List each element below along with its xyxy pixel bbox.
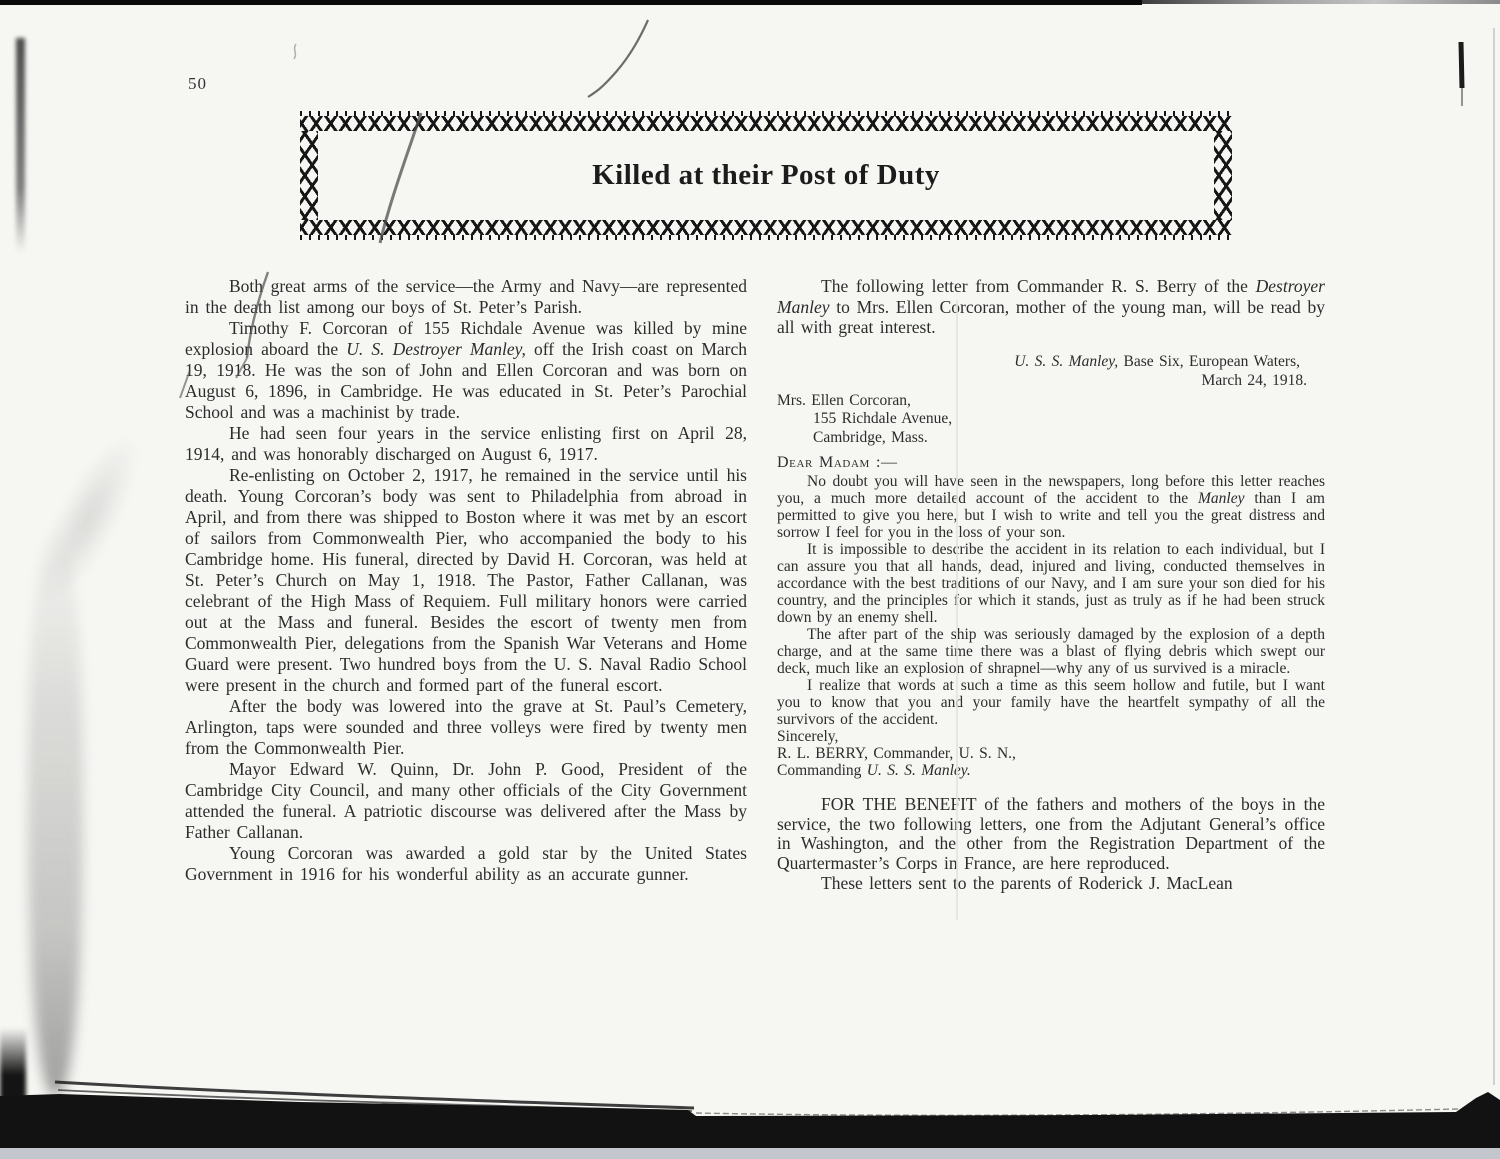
- commander-letter: [777, 352, 1325, 780]
- address-line-city: Cambridge, Mass.: [813, 428, 928, 446]
- paragraph-officials: Mayor Edward W. Quinn, Dr. John P. Good, President of the Cambridge City Council, and many other officials of the City Government attended the funeral. A patriotic discourse was delivered after the Mass by Father Callanan.: [185, 759, 747, 842]
- address-line-recipient: Mrs. Ellen Corcoran,: [777, 391, 911, 409]
- paragraph-benefit: FOR THE BENEFIT of the fathers and mothers of the boys in the service, the two following letters, one from the Adjutant General’s office in Washington, and the other from the Registration Department of the Quartermaster’s Corps in France, are here reproduced.: [777, 794, 1325, 873]
- paragraph-gold-star: Young Corcoran was awarded a gold star by the United States Government in 1916 for his wonderful ability as an accurate gunner.: [185, 843, 747, 884]
- letter-signature-name: R. L. BERRY, Commander, U. S. N.,: [777, 745, 1016, 762]
- paragraph-letter-intro: The following letter from Commander R. S. Berry of the Destroyer Manley to Mrs. Ellen Corcoran, mother of the young man, will be read by all with great interest.: [777, 276, 1325, 337]
- letter-heading: U. S. S. Manley, Base Six, European Waters,: [1014, 352, 1300, 370]
- scan-corner-smudge: [0, 1028, 26, 1100]
- letter-paragraph-2: It is impossible to describe the accident in its relation to each individual, but I can assure you that all hands, dead, injured and living, conducted themselves in accordance with the best traditions of our Navy, and I am sure your son died for his country, and the principles for which it stands, just as truly as if he had been struck down by an enemy shell.: [777, 541, 1325, 626]
- letter-closing: Sincerely,: [777, 728, 839, 745]
- paragraph-corcoran-bio: Timothy F. Corcoran of 155 Richdale Avenue was killed by mine explosion aboard the U. S. Destroyer Manley, off the Irish coast on March 19, 1918. He was the son of John and Ellen Corcoran and was born on August 6, 1896, in Cambridge. He was educated in St. Peter’s Parochial School and was a machinist by trade.: [185, 318, 748, 422]
- scan-edge-top-fade: [1142, 0, 1500, 4]
- right-column: [777, 276, 1325, 894]
- scan-smudge-left-top: [16, 38, 25, 253]
- paragraph-intro: Both great arms of the service—the Army and Navy—are represented in the death list among our boys of St. Peter’s Parish.: [185, 276, 747, 317]
- letter-paragraph-1: No doubt you will have seen in the newspapers, long before this letter reaches you, a much more detailed account of the accident to the Manley than I am permitted to give you here, but I wish to write and tell you the great distress and sorrow I feel for you in the loss of your son.: [777, 473, 1325, 541]
- letter-address: [777, 392, 1325, 448]
- address-line-street: 155 Richdale Avenue,: [813, 410, 953, 427]
- page-number: 50: [188, 74, 207, 93]
- paragraph-maclean: These letters sent to the parents of Roderick J. MacLean: [821, 873, 1233, 893]
- paragraph-burial: After the body was lowered into the grave at St. Paul’s Cemetery, Arlington, taps were sounded and three volleys were fired by twenty men from the Commonwealth Pier.: [185, 696, 747, 758]
- banner-border-bottom: [300, 220, 1232, 240]
- banner-ornament-braid: [300, 220, 1232, 235]
- paragraph-service-record: He had seen four years in the service enlisting first on April 28, 1914, and was honorably discharged on August 6, 1917.: [185, 423, 747, 464]
- banner-ornament-ticks: [300, 235, 1232, 240]
- banner-border-left: [300, 131, 318, 220]
- binding-shadow: [28, 520, 83, 1095]
- letter-signature-title: Commanding U. S. S. Manley.: [777, 762, 971, 779]
- left-column: [185, 276, 747, 885]
- scan-edge-bottom-strip: [0, 1148, 1500, 1159]
- scan-edge-top-bar: [0, 0, 1142, 5]
- letter-salutation: Dear Madam :—: [777, 454, 898, 471]
- banner-border-right: [1214, 131, 1232, 220]
- letter-date: March 24, 1918.: [1201, 371, 1307, 389]
- paragraph-funeral: Re-enlisting on October 2, 1917, he remained in the service until his death. Young Corcoran’s body was sent to Philadelphia from abroad in April, and from there was shipped to Boston where it was met by an escort of sailors from Commonwealth Pier, who accompanied the body to his Cambridge home. His funeral, directed by David H. Corcoran, was held at St. Peter’s Church on May 1, 1918. The Pastor, Father Callanan, was celebrant of the High Mass of Requiem. Full military honors were carried out at the Mass and funeral. Besides the escort of twenty men from Commonwealth Pier, delegations from the Spanish War Veterans and Home Guard were present. Two hundred boys from the U. S. Naval Radio School were present in the church and formed part of the funeral escort.: [185, 465, 747, 695]
- scan-edge-bottom-band: [0, 1090, 1500, 1148]
- letter-paragraph-4: I realize that words at such a time as this seem hollow and futile, but I want you to know that you and your family have the heartfelt sympathy of all the survivors of the accident.: [777, 677, 1325, 728]
- page-title: Killed at their Post of Duty: [592, 159, 940, 191]
- banner-ornament-braid: [300, 116, 1232, 131]
- memorial-banner: [300, 111, 1232, 240]
- letter-paragraph-3: The after part of the ship was seriously damaged by the explosion of a depth charge, and at the same time there was a blast of flying debris which swept our deck, much like an explosion of shrapnel—why any of us survived is a miracle.: [777, 626, 1325, 677]
- banner-border-top: [300, 111, 1232, 131]
